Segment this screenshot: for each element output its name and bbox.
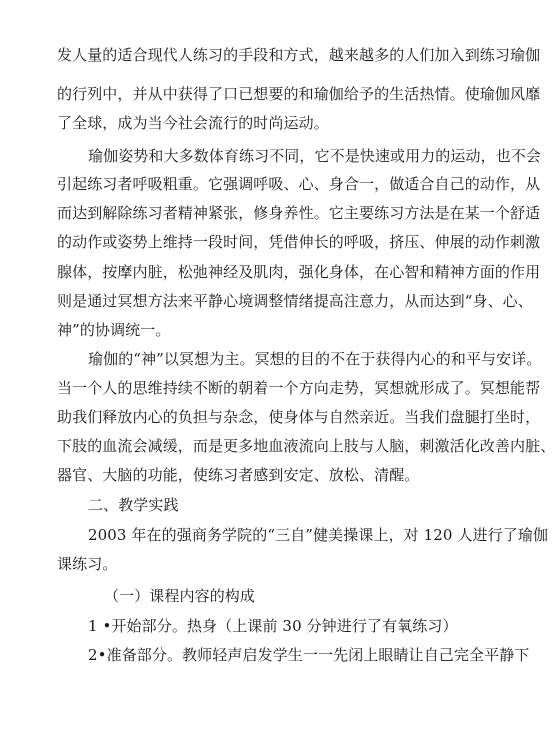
paragraph-2-line-6: 则是通过冥想方法来平静心境调整情绪提高注意力，从而达到“身、心、	[57, 292, 533, 310]
list-item-1: 1 •开始部分。热身（上课前 30 分钟进行了有氧练习）	[88, 617, 458, 635]
paragraph-2-line-2: 引起练习者呼吸粗重。它强调呼吸、心、身合一，做适合自己的动作，从	[57, 175, 541, 193]
paragraph-3-line-4: 下肢的血流会减缓，而是更多地血液流向上肢与人脑，刺激活化改善内脏、	[57, 437, 555, 455]
paragraph-4-line-2: 课练习。	[57, 555, 118, 573]
section-heading-teaching-practice: 二、教学实践	[88, 496, 179, 514]
paragraph-3-line-5: 器官、大脑的功能，使练习者感到安定、放松、清醒。	[57, 466, 420, 484]
list-item-2: 2•准备部分。教师轻声启发学生一一先闭上眼睛让自己完全平静下	[88, 646, 530, 664]
paragraph-2-line-7: 神”的协调统一。	[57, 321, 171, 339]
paragraph-1-line-2: 的行列中，并从中获得了口已想要的和瑜伽给予的生活热情。使瑜伽风靡	[57, 85, 541, 103]
paragraph-4-line-1: 2003 年在的强商务学院的“三自”健美操课上，对 120 人进行了瑜伽	[88, 526, 549, 544]
paragraph-3-line-1: 瑜伽的“神”以冥想为主。冥想的目的不在于获得内心的和平与安详。	[88, 350, 542, 368]
subsection-heading-course-content: （一）课程内容的构成	[104, 587, 256, 605]
paragraph-2-line-4: 的动作或姿势上维持一段时间，凭借伸长的呼吸，挤压、伸展的动作刺激	[57, 233, 541, 251]
paragraph-2-line-5: 腺体，按摩内脏，松弛神经及肌肉，强化身体，在心智和精神方面的作用	[57, 263, 541, 281]
paragraph-2-line-3: 而达到解除练习者精神紧张，修身养性。它主要练习方法是在某一个舒适	[57, 204, 541, 222]
paragraph-3-line-3: 助我们释放内心的负担与杂念，使身体与自然亲近。当我们盘腿打坐时，	[57, 408, 541, 426]
paragraph-3-line-2: 当一个人的思维持续不断的朝着一个方向走势，冥想就形成了。冥想能帮	[57, 379, 541, 397]
paragraph-2-line-1: 瑜伽姿势和大多数体育练习不同，它不是快速或用力的运动，也不会	[88, 147, 542, 165]
paragraph-1-line-3: 了全球，成为当今社会流行的时尚运动。	[57, 114, 329, 132]
paragraph-1-line-1: 发人量的适合现代人练习的手段和方式，越来越多的人们加入到练习瑜伽	[57, 46, 541, 64]
